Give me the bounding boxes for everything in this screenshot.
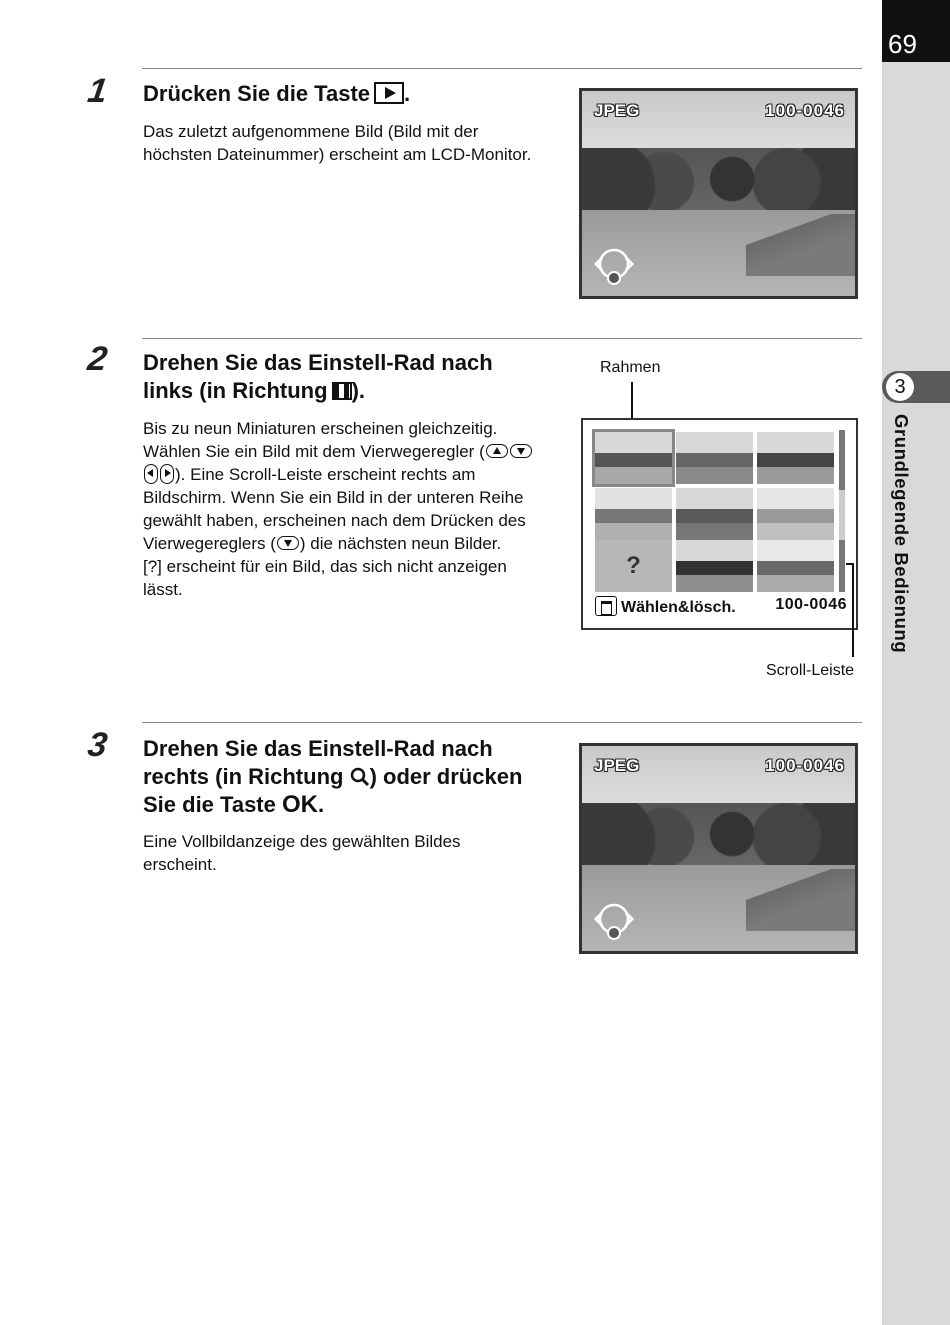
frame-callout: Rahmen [600, 359, 661, 376]
file-number: 100-0046 [765, 756, 845, 775]
step-title: Drehen Sie das Einstell-Rad nach links (in Richtung ). [143, 350, 493, 403]
arrow-right-icon [160, 464, 174, 484]
scroll-thumb [839, 490, 845, 540]
step-body: Das zuletzt aufgenommene Bild (Bild mit der höchsten Dateinummer) erscheint am LCD-Monitor. [143, 122, 532, 164]
ok-button-label: OK [282, 791, 318, 818]
trash-icon [595, 596, 617, 616]
file-number: 100-0046 [775, 596, 847, 613]
arrow-down-icon [277, 536, 299, 550]
lcd-screen-thumbnails [581, 418, 858, 630]
thumbnail [757, 432, 834, 484]
lcd-screen-single [579, 743, 858, 954]
magnify-icon [350, 767, 370, 787]
format-label: JPEG [594, 101, 640, 120]
thumbnail-grid-icon [332, 382, 352, 400]
four-way-controller-icon [592, 901, 636, 941]
delete-label: Wählen&lösch. [621, 599, 736, 616]
arrow-left-icon [144, 464, 158, 484]
step-number: 3 [85, 726, 110, 764]
step-body: Bis zu neun Miniaturen erscheinen gleichzeitig. Wählen Sie ein Bild mit dem Vierwegeregler (). Eine Scroll-Leiste erscheint rechts am Bildschirm. Wenn Sie ein Bild in der unteren Reihe gewählt haben, erscheinen nach dem Drücken des Vierwegereglers ( ) die nächsten neun Bilder. [?] erscheint für ein Bild, das sich nicht anzeigen lässt. [143, 417, 535, 601]
step-number: 2 [85, 340, 110, 378]
thumbnail [676, 488, 753, 540]
lcd-screen-single [579, 88, 858, 299]
thumbnail [757, 540, 834, 592]
chapter-number: 3 [886, 373, 914, 401]
page-number: 69 [882, 0, 950, 62]
thumbnail [676, 540, 753, 592]
four-way-controller-icon [592, 246, 636, 286]
playback-button-icon [374, 82, 404, 104]
file-number: 100-0046 [765, 101, 845, 120]
arrow-down-icon [510, 444, 532, 458]
thumbnail-unavailable [595, 540, 672, 592]
section-divider [142, 722, 862, 723]
step-title: Drücken Sie die Taste . [143, 81, 411, 106]
scroll-callout: Scroll-Leiste [766, 662, 855, 679]
format-label: JPEG [594, 756, 640, 775]
thumbnail [595, 488, 672, 540]
step-number: 1 [85, 72, 110, 110]
unknown-image-mark: ? [626, 552, 641, 579]
chapter-title: Grundlegende Bedienung [891, 414, 912, 654]
section-divider [142, 338, 862, 339]
selection-frame [592, 429, 675, 487]
thumbnail [676, 432, 753, 484]
scroll-leader-line [852, 563, 854, 657]
section-divider [142, 68, 862, 69]
step-title: Drehen Sie das Einstell-Rad nach rechts (in Richtung ) oder drücken Sie die Taste OK. [143, 736, 523, 818]
thumbnail [757, 488, 834, 540]
step-body: Eine Vollbildanzeige des gewählten Bildes erscheint. [143, 832, 461, 874]
arrow-up-icon [486, 444, 508, 458]
thumbnail-status-bar [595, 596, 847, 622]
chapter-sidebar [882, 0, 950, 1325]
